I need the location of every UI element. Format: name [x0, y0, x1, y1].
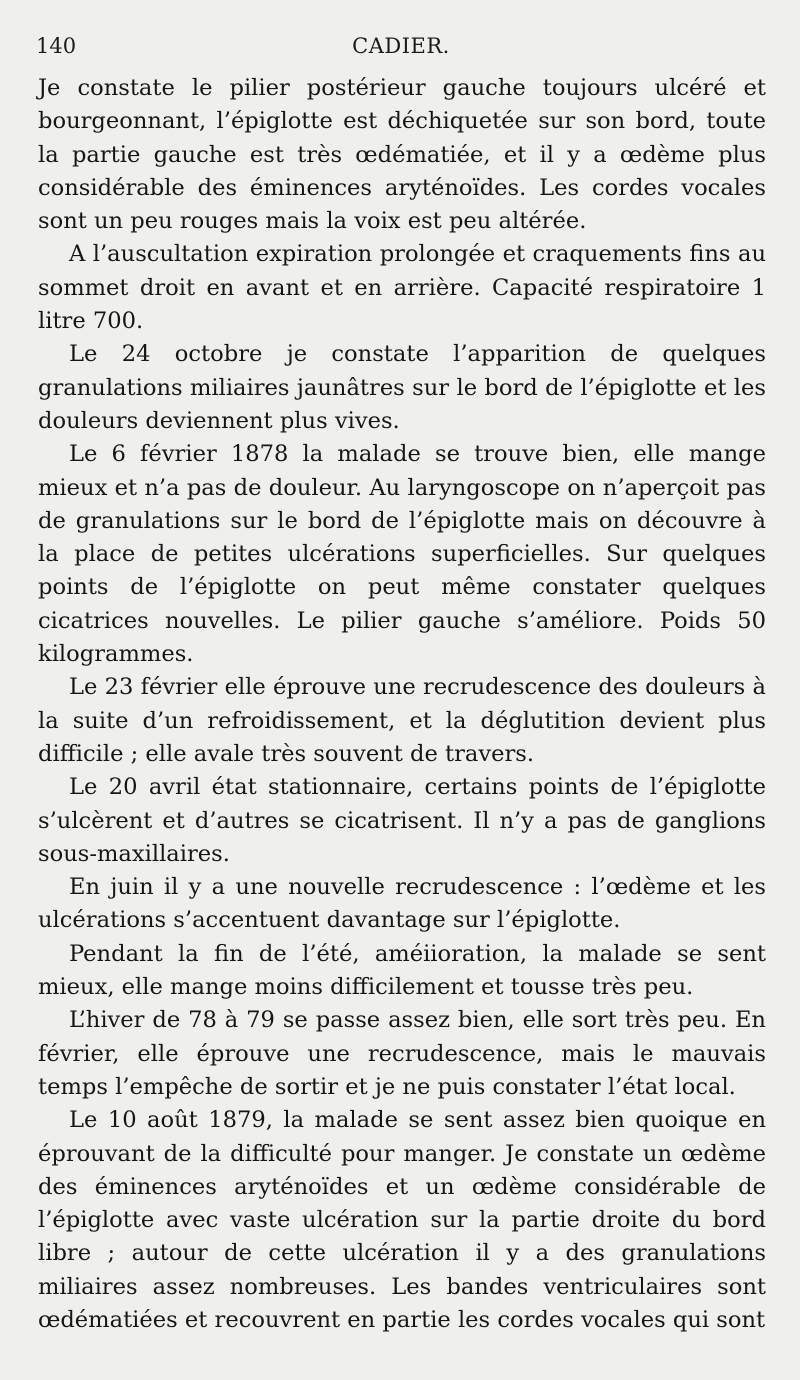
paragraph: Le 23 février elle éprouve une recrudescence des douleurs à la suite d’un refroidissement, et la déglutition devient plus difficile ; elle avale très souvent de travers. — [38, 674, 766, 767]
paragraph: Le 10 août 1879, la malade se sent assez bien quoique en éprouvant de la difficulté pour manger. Je constate un œdème des éminences aryténoïdes et un œdème considérable de l’épiglotte avec vaste ulcération sur la partie droite du bord libre ; autour de cette ulcération il y a des granulations miliaires assez nombreuses. Les bandes ventriculaires sont œdématiées et recouvrent en partie les cordes vocales qui sont — [38, 1107, 766, 1333]
page-header — [36, 34, 766, 64]
paragraph: En juin il y a une nouvelle recrudescence : l’œdème et les ulcérations s’accentuent davantage sur l’épiglotte. — [38, 874, 766, 934]
body-text — [38, 72, 766, 1337]
paragraph: Le 6 février 1878 la malade se trouve bien, elle mange mieux et n’a pas de douleur. Au laryngoscope on n’aperçoit pas de granulations sur le bord de l’épiglotte mais on découvre à la place de petites ulcérations superficielles. Sur quelques points de l’épiglotte on peut même constater quelques cicatrices nouvelles. Le pilier gauche s’améliore. Poids 50 kilogrammes. — [38, 441, 766, 668]
paragraph: A l’auscultation expiration prolongée et craquements fins au sommet droit en avant et en arrière. Capacité respiratoire 1 litre 700. — [38, 241, 766, 335]
running-head: CADIER. — [352, 34, 450, 58]
paragraph: Je constate le pilier postérieur gauche toujours ulcéré et bourgeonnant, l’épiglotte est déchiquetée sur son bord, toute la partie gauche est très œdématiée, et il y a œdème plus considérable des éminences aryténoïdes. Les cordes vocales sont un peu rouges mais la voix est peu altérée. — [38, 75, 766, 235]
paragraph: Le 20 avril état stationnaire, certains points de l’épiglotte s’ulcèrent et d’autres se cicatrisent. Il n’y a pas de ganglions sous-maxillaires. — [38, 774, 766, 867]
paragraph: L’hiver de 78 à 79 se passe assez bien, elle sort très peu. En février, elle éprouve une recrudescence, mais le mauvais temps l’empêche de sortir et je ne puis constater l’état local. — [38, 1007, 766, 1100]
paragraph: Le 24 octobre je constate l’apparition de quelques granulations miliaires jaunâtres sur le bord de l’épiglotte et les douleurs deviennent plus vives. — [38, 341, 766, 434]
paragraph: Pendant la fin de l’été, améiioration, la malade se sent mieux, elle mange moins difficilement et tousse très peu. — [38, 940, 766, 1001]
page-number: 140 — [36, 34, 77, 58]
